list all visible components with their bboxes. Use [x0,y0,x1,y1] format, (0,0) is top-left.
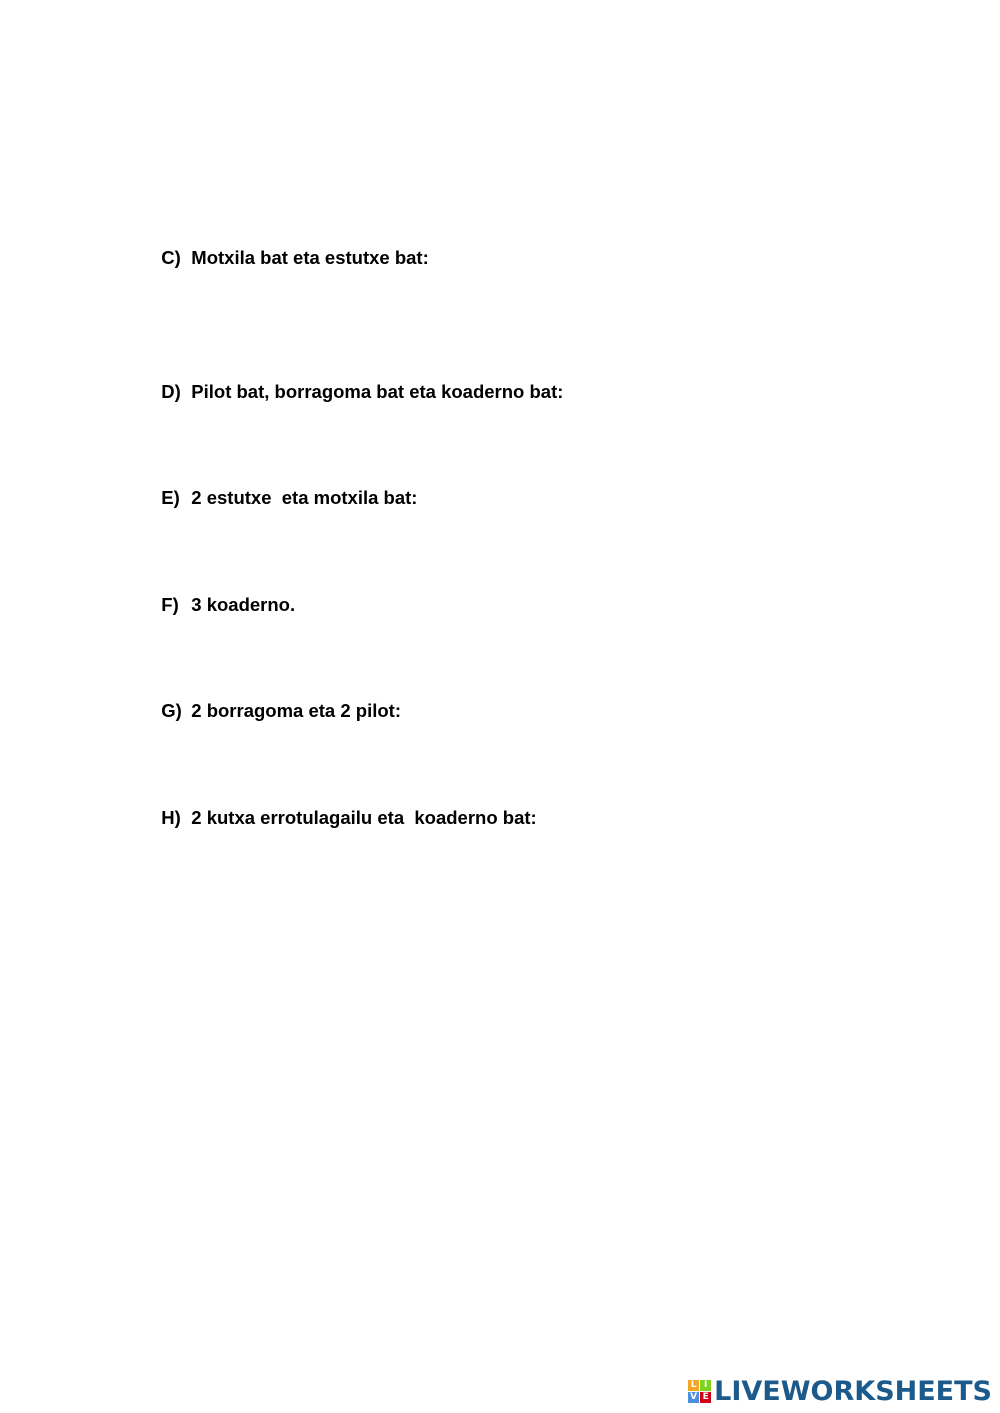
question-letter: G) [161,699,182,721]
question-h [151,790,537,827]
mark-letter-e: E [700,1392,711,1403]
question-text: 2 estutxe eta motxila bat: [191,486,418,508]
question-letter: H) [161,806,181,828]
question-c [151,230,429,267]
question-letter: C) [161,246,181,268]
question-e [151,470,417,507]
question-letter: E) [161,486,180,508]
question-text: 2 borragoma eta 2 pilot: [191,699,401,721]
question-d [151,364,563,401]
mark-letter-v: V [688,1392,699,1403]
mark-letter-i: I [700,1380,711,1391]
question-g [151,683,401,720]
liveworksheets-logo [688,1375,992,1407]
question-f [151,577,295,614]
question-letter: F) [161,593,179,615]
question-text: Motxila bat eta estutxe bat: [191,246,429,268]
mark-letter-l: L [688,1380,699,1391]
logo-text: LIVEWORKSHEETS [714,1375,992,1407]
question-text: 3 koaderno. [191,593,296,615]
question-text: Pilot bat, borragoma bat eta koaderno bat: [191,380,564,402]
question-letter: D) [161,380,181,402]
question-text: 2 kutxa errotulagailu eta koaderno bat: [191,806,537,828]
liveworksheets-mark-icon [688,1380,711,1403]
